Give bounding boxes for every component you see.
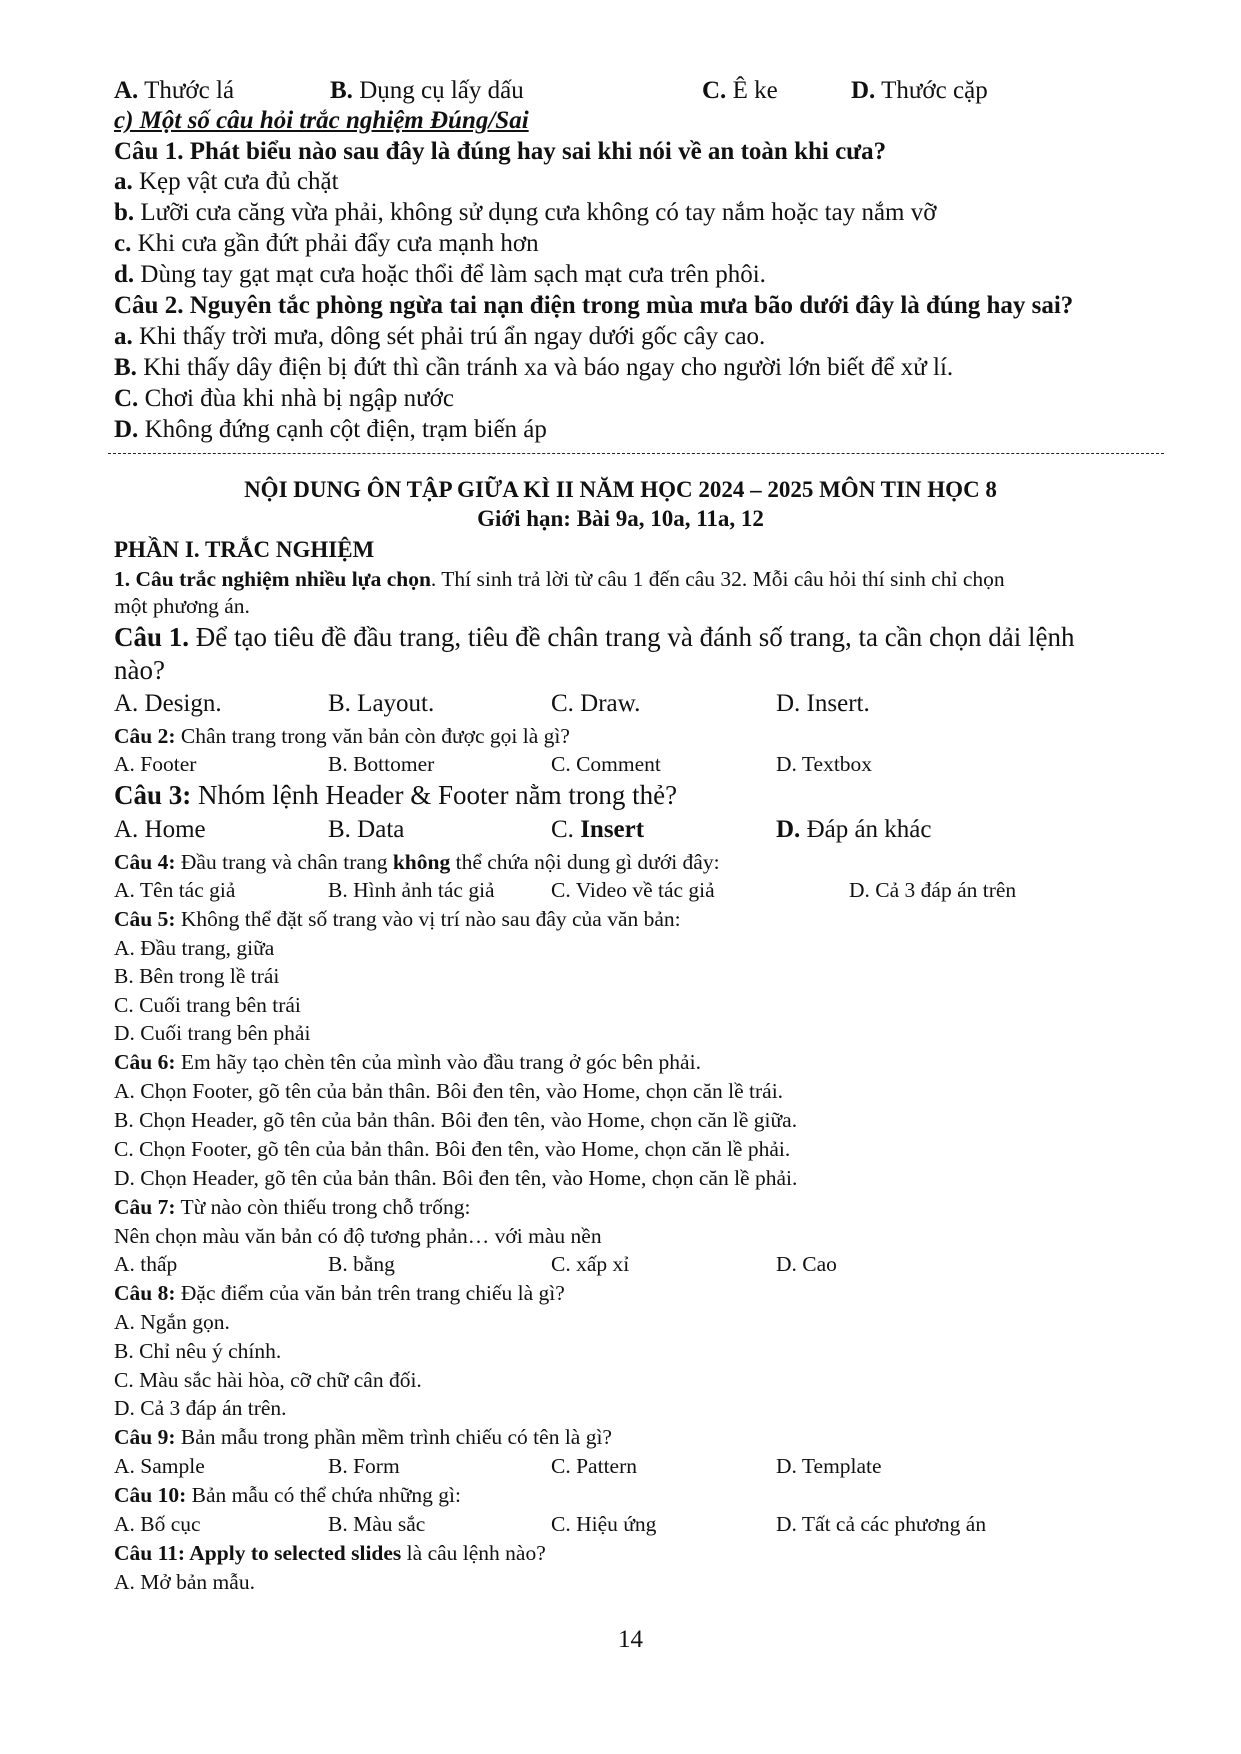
q1-option-a: A. Design.	[114, 690, 222, 717]
q4-text: Câu 4: Đầu trang và chân trang không thể chứa nội dung gì dưới đây:	[114, 850, 720, 874]
q8-option-b: B. Chỉ nêu ý chính.	[114, 1339, 282, 1363]
option-c: C. Ê ke	[702, 77, 778, 104]
q2-option-a: A. Footer	[114, 752, 197, 776]
tf-q1-item-d: d. Dùng tay gạt mạt cưa hoặc thổi để làm sạch mạt cưa trên phôi.	[114, 261, 766, 288]
q10-options	[114, 1511, 1164, 1541]
q3-option-b: B. Data	[328, 816, 405, 843]
part1-intro: 1. Câu trắc nghiệm nhiều lựa chọn. Thí sinh trả lời từ câu 1 đến câu 32. Mỗi câu hỏi thí sinh chỉ chọn	[114, 567, 1005, 591]
q7-text: Câu 7: Từ nào còn thiếu trong chỗ trống:	[114, 1195, 471, 1219]
q6-text: Câu 6: Em hãy tạo chèn tên của mình vào đầu trang ở góc bên phải.	[114, 1050, 701, 1074]
q3-text: Câu 3: Nhóm lệnh Header & Footer nằm trong thẻ?	[114, 780, 678, 810]
q8-text: Câu 8: Đặc điểm của văn bản trên trang chiếu là gì?	[114, 1281, 565, 1305]
q9-option-b: B. Form	[328, 1454, 400, 1478]
q6-option-b: B. Chọn Header, gõ tên của bản thân. Bôi đen tên, vào Home, chọn căn lề giữa.	[114, 1108, 798, 1132]
q1-text-line2: nào?	[114, 655, 165, 685]
page-heading: NỘI DUNG ÔN TẬP GIỮA KÌ II NĂM HỌC 2024 – 2025 MÔN TIN HỌC 8	[244, 477, 997, 502]
tf-q2-item-c: C. Chơi đùa khi nhà bị ngập nước	[114, 385, 454, 412]
q9-text: Câu 9: Bản mẫu trong phần mềm trình chiếu có tên là gì?	[114, 1425, 612, 1449]
tf-q2-title: Câu 2. Nguyên tắc phòng ngừa tai nạn điện trong mùa mưa bão dưới đây là đúng hay sai?	[114, 292, 1074, 319]
q6-option-c: C. Chọn Footer, gõ tên của bản thân. Bôi đen tên, vào Home, chọn căn lề phải.	[114, 1137, 791, 1161]
q4-option-a: A. Tên tác giả	[114, 878, 236, 902]
q8-option-a: A. Ngắn gọn.	[114, 1310, 230, 1334]
q5-option-d: D. Cuối trang bên phải	[114, 1021, 311, 1045]
q4-options	[114, 877, 1164, 907]
q11-option-a: A. Mở bản mẫu.	[114, 1570, 255, 1594]
q4-option-d: D. Cả 3 đáp án trên	[849, 878, 1017, 902]
tf-q1-item-b: b. Lưỡi cưa căng vừa phải, không sử dụng cưa không có tay nắm hoặc tay nắm vỡ	[114, 199, 937, 226]
q4-option-c: C. Video về tác giả	[551, 878, 715, 902]
q3-option-c: C. Insert	[551, 816, 645, 843]
q3-options	[114, 815, 1164, 845]
q9-option-c: C. Pattern	[551, 1454, 637, 1478]
q2-option-c: C. Comment	[551, 752, 661, 776]
part1-intro-line2: một phương án.	[114, 594, 250, 618]
q7-option-b: B. bằng	[328, 1252, 395, 1276]
tf-q1-item-a: a. Kẹp vật cưa đủ chặt	[114, 168, 339, 195]
q7-options	[114, 1251, 1164, 1281]
q7-option-a: A. thấp	[114, 1252, 178, 1276]
q10-option-a: A. Bố cục	[114, 1512, 201, 1536]
q4-option-b: B. Hình ảnh tác giả	[328, 878, 495, 902]
q1-options	[114, 689, 1164, 719]
q3-option-a: A. Home	[114, 816, 206, 843]
tf-q2-item-a: a. Khi thấy trời mưa, dông sét phải trú ẩn ngay dưới gốc cây cao.	[114, 323, 766, 350]
section-divider	[108, 453, 1164, 454]
q9-option-d: D. Template	[776, 1454, 882, 1478]
q10-text: Câu 10: Bản mẫu có thể chứa những gì:	[114, 1483, 461, 1507]
q11-text: Câu 11: Apply to selected slides là câu lệnh nào?	[114, 1541, 546, 1565]
top-options-row	[114, 76, 1164, 106]
q1-text: Câu 1. Để tạo tiêu đề đầu trang, tiêu đề chân trang và đánh số trang, ta cần chọn dải lệnh	[114, 622, 1075, 652]
tf-q2-item-b: B. Khi thấy dây điện bị đứt thì cần tránh xa và báo ngay cho người lớn biết để xử lí.	[114, 354, 954, 381]
option-d: D. Thước cặp	[851, 77, 988, 104]
tf-q1-title: Câu 1. Phát biểu nào sau đây là đúng hay sai khi nói về an toàn khi cưa?	[114, 138, 887, 165]
q2-options	[114, 751, 1164, 781]
q10-option-d: D. Tất cả các phương án	[776, 1512, 987, 1536]
q2-text: Câu 2: Chân trang trong văn bản còn được gọi là gì?	[114, 724, 570, 748]
option-b: B. Dụng cụ lấy dấu	[330, 77, 524, 104]
q6-option-d: D. Chọn Header, gõ tên của bản thân. Bôi đen tên, vào Home, chọn căn lề phải.	[114, 1166, 798, 1190]
q1-option-b: B. Layout.	[328, 690, 435, 717]
q6-option-a: A. Chọn Footer, gõ tên của bản thân. Bôi đen tên, vào Home, chọn căn lề trái.	[114, 1079, 784, 1103]
q9-options	[114, 1453, 1164, 1483]
q5-option-b: B. Bên trong lề trái	[114, 964, 280, 988]
q7-option-c: C. xấp xỉ	[551, 1252, 630, 1276]
part1-title: PHẦN I. TRẮC NGHIỆM	[114, 537, 375, 562]
q1-option-c: C. Draw.	[551, 690, 641, 717]
q7-text-line2: Nên chọn màu văn bản có độ tương phản… với màu nền	[114, 1224, 602, 1248]
q1-option-d: D. Insert.	[776, 690, 870, 717]
q2-option-d: D. Textbox	[776, 752, 873, 776]
section-c-title: c) Một số câu hỏi trắc nghiệm Đúng/Sai	[114, 107, 529, 134]
q3-option-d: D. Đáp án khác	[776, 816, 932, 843]
q5-text: Câu 5: Không thể đặt số trang vào vị trí nào sau đây của văn bản:	[114, 907, 681, 931]
page-number: 14	[618, 1626, 643, 1653]
q2-option-b: B. Bottomer	[328, 752, 435, 776]
q10-option-c: C. Hiệu ứng	[551, 1512, 657, 1536]
q5-option-c: C. Cuối trang bên trái	[114, 993, 301, 1017]
q7-option-d: D. Cao	[776, 1252, 837, 1276]
q5-option-a: A. Đầu trang, giữa	[114, 936, 275, 960]
page-subheading: Giới hạn: Bài 9a, 10a, 11a, 12	[477, 506, 764, 531]
q9-option-a: A. Sample	[114, 1454, 205, 1478]
option-a: A. Thước lá	[114, 77, 235, 104]
q8-option-d: D. Cả 3 đáp án trên.	[114, 1396, 287, 1420]
tf-q1-item-c: c. Khi cưa gần đứt phải đẩy cưa mạnh hơn	[114, 230, 539, 257]
q10-option-b: B. Màu sắc	[328, 1512, 426, 1536]
q8-option-c: C. Màu sắc hài hòa, cỡ chữ cân đối.	[114, 1368, 422, 1392]
tf-q2-item-d: D. Không đứng cạnh cột điện, trạm biến áp	[114, 416, 547, 443]
